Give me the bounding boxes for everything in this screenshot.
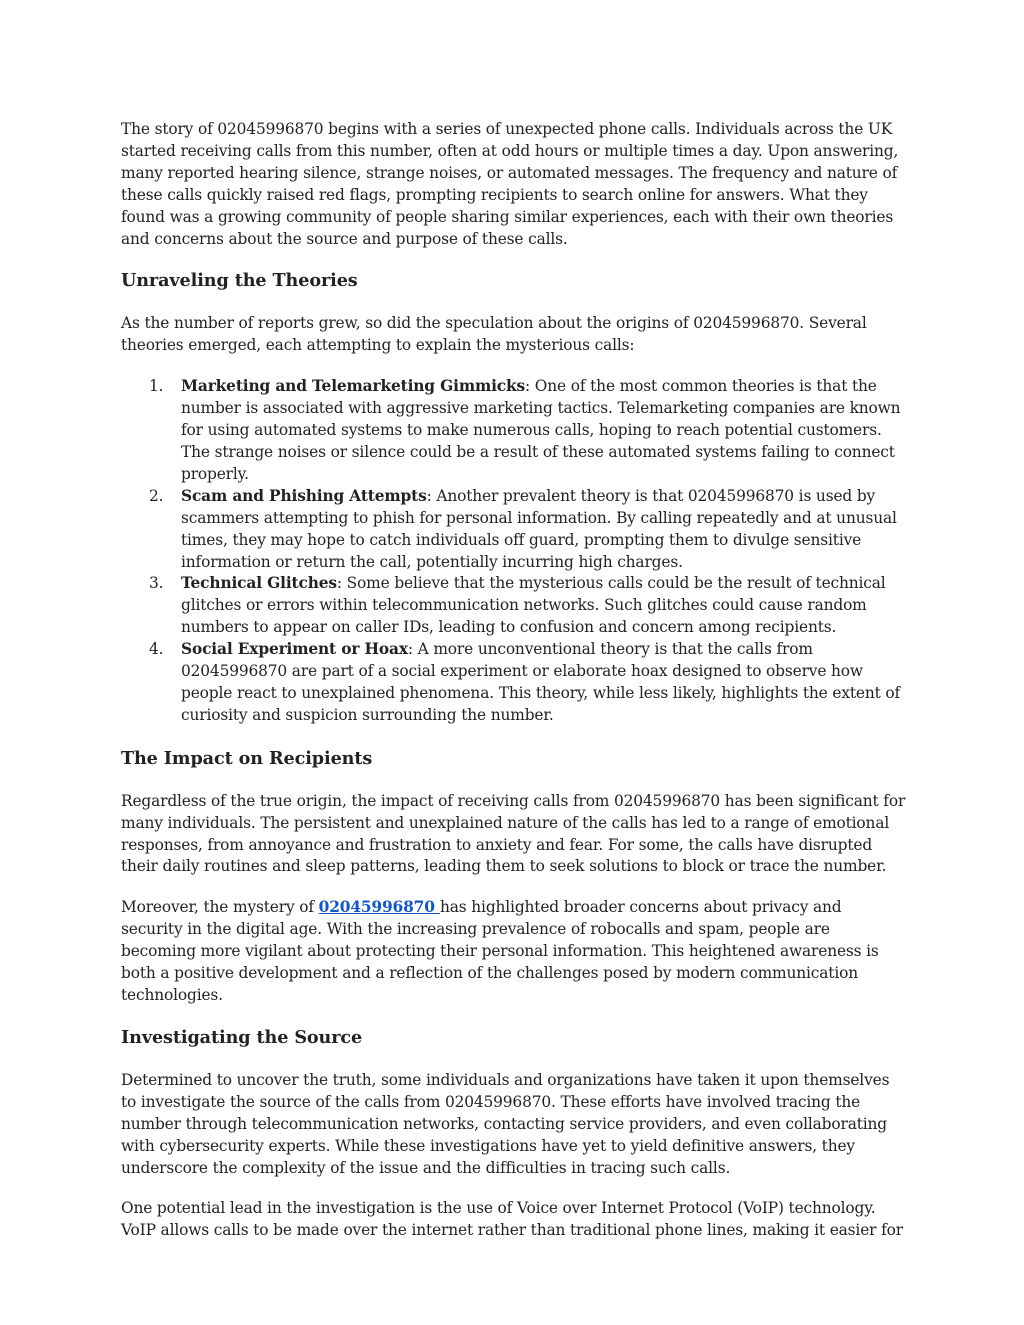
list-item-text: : One of the most common theories is that the number is associated with aggressive marketing tactics. Telemarketing companies are known for using automated systems to make numerous calls, hoping to reach potential customers. The strange noises or silence could be a result of these automated systems failing to connect properly. (181, 377, 901, 483)
intro-paragraph: The story of 02045996870 begins with a series of unexpected phone calls. Individuals across the UK started receiving calls from this number, often at odd hours or multiple times a day. Upon answering, many reported hearing silence, strange noises, or automated messages. The frequency and nature of these calls quickly raised red flags, prompting recipients to search online for answers. What they found was a growing community of people sharing similar experiences, each with their own theories and concerns about the source and purpose of these calls. (121, 120, 899, 248)
list-item-term: Scam and Phishing Attempts (181, 486, 427, 505)
list-item (121, 376, 906, 486)
impact-paragraph-1: Regardless of the true origin, the impact of receiving calls from 02045996870 has been significant for many individuals. The persistent and unexplained nature of the calls has led to a range of emotional responses, from annoyance and frustration to anxiety and fear. For some, the calls have disrupted their daily routines and sleep patterns, leading them to seek solutions to block or trace the number. (121, 791, 906, 876)
list-item-number: 1. (149, 377, 164, 396)
list-item-number: 2. (149, 486, 164, 505)
list-item-number: 3. (149, 574, 164, 593)
document-page (121, 119, 906, 1261)
list-item-text: : A more unconventional theory is that the calls from 02045996870 are part of a social experiment or elaborate hoax designed to observe how people react to unexplained phenomena. This theory, while less likely, highlights the extent of curiosity and suspicion surrounding the number. (181, 640, 901, 724)
theories-intro-paragraph: As the number of reports grew, so did the speculation about the origins of 02045996870. Several theories emerged, each attempting to explain the mysterious calls: (121, 314, 867, 355)
investigating-paragraph-1: Determined to uncover the truth, some individuals and organizations have taken it upon themselves to investigate the source of the calls from 02045996870. These efforts have involved tracing the number through telecommunication networks, contacting service providers, and even collaborating with cybersecurity experts. While these investigations have yet to yield definitive answers, they underscore the complexity of the issue and the difficulties in tracing such calls. (121, 1070, 890, 1177)
investigating-paragraph-2: One potential lead in the investigation is the use of Voice over Internet Protocol (VoIP) technology. VoIP allows calls to be made over the internet rather than traditional phone lines, making it easier for (121, 1199, 903, 1240)
phone-number-link[interactable]: 02045996870 (318, 898, 440, 917)
list-item (121, 486, 906, 574)
impact-paragraph-2-before: Moreover, the mystery of (121, 898, 319, 917)
list-item-term: Social Experiment or Hoax (181, 640, 408, 659)
investigating-heading: Investigating the Source (121, 1026, 363, 1048)
list-item-text: : Some believe that the mysterious calls could be the result of technical glitches or errors within telecommunication networks. Such glitches could cause random numbers to appear on caller IDs, leading to confusion and concern among recipients. (181, 574, 886, 637)
list-item-number: 4. (149, 640, 164, 659)
list-item-text: : Another prevalent theory is that 02045996870 is used by scammers attempting to phish for personal information. By calling repeatedly and at unusual times, they may hope to catch individuals off guard, prompting them to divulge sensitive information or return the call, potentially incurring high charges. (181, 486, 897, 571)
list-item-term: Marketing and Telemarketing Gimmicks (181, 377, 526, 396)
theories-list (121, 376, 906, 727)
impact-heading: The Impact on Recipients (121, 747, 373, 769)
theories-heading: Unraveling the Theories (121, 270, 358, 292)
impact-paragraph-2 (121, 897, 906, 1007)
list-item (121, 639, 906, 727)
list-item-term: Technical Glitches (181, 574, 337, 593)
impact-paragraph-2-after: has highlighted broader concerns about privacy and security in the digital age. With the increasing prevalence of robocalls and spam, people are becoming more vigilant about protecting their personal information. This heightened awareness is both a positive development and a reflection of the challenges posed by modern communication technologies. (121, 898, 879, 1004)
list-item (121, 573, 906, 639)
